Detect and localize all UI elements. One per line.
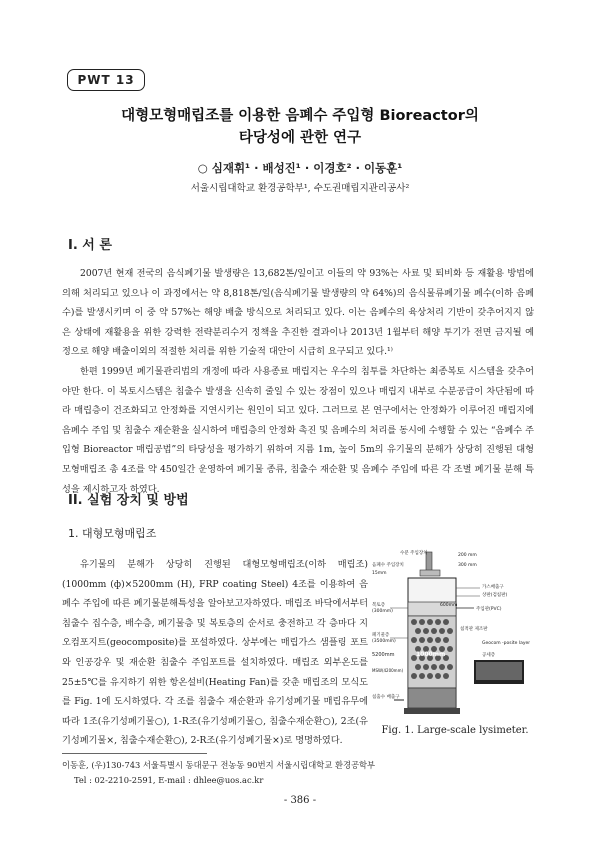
- label-pipe: 주입관(PVC): [476, 607, 502, 612]
- label-waste-height: (3500mm): [372, 639, 396, 644]
- section-heading-methods: II. 실험 장치 및 방법: [68, 493, 189, 508]
- label-sampling: 상판(검침판): [482, 593, 508, 598]
- introduction-paragraph: 한편 1999년 폐기물관리법의 개정에 따라 사용종료 매립지는 우수의 침투를 차단하는 최종복토 시스템을 갖추어야만 한다. 이 복토시스템은 침출수 발생을 신속히 줄일 수 있는 장점이 있으나 매립지 내부로 수분공급이 차단됨에 따라 매립층이 건조화되고 안정화를 지연시키는 원인이 되고 있다. 그러므로 본 연구에서는 안정화가 이루어진 매립지에 음폐수 주입 및 침출수 재순환을 실시하여 매립층의 안정화 촉진 및 음폐수의 처리를 동시에 수행할 수 있는 “음폐수 주입형 Bioreactor 매립공법”의 타당성을 평가하기 위하여 지름 1m, 높이 5m의 유기물의 분해가 상당히 진행된 대형모형매립조 총 4조를 약 450일간 운영하여 폐기물 종류, 침출수 재순환 및 음폐수 주입에 따른 각 조별 폐기물 분해 특성을 제시하고자 하였다.: [62, 365, 534, 495]
- label-drain: 침출수 배출구: [372, 695, 400, 700]
- label-box: 공세층: [482, 653, 496, 658]
- lysimeter-diagram: [370, 548, 530, 723]
- section-heading-introduction: I. 서 론: [68, 238, 112, 253]
- label-geocomposite: Geocom -posite layer: [482, 641, 530, 646]
- lysimeter-figure: [370, 548, 530, 723]
- label-leachate-port: 음폐수 주입장치: [372, 563, 404, 568]
- methods-body: [62, 555, 368, 751]
- label-200mm: 200 mm: [458, 553, 477, 558]
- session-badge: PWT 13: [67, 69, 145, 91]
- label-300mm: 300 mm: [458, 563, 477, 568]
- affiliation: 서울시립대학교 환경공학부¹, 수도권매립지관리공사²: [190, 183, 410, 194]
- label-cover: 복토층: [372, 603, 386, 608]
- footnote-contact: Tel : 02-2210-2591, E-mail : dhlee@uos.ac.kr: [74, 775, 264, 785]
- footnote-divider: [62, 753, 207, 754]
- figure-caption: Fig. 1. Large-scale lysimeter.: [381, 725, 529, 736]
- label-gas-port: 가스배출구: [482, 585, 504, 590]
- label-cover-height: (300mm): [372, 609, 393, 614]
- label-height: 5200mm: [372, 652, 395, 658]
- label-15mm: 15mm: [372, 571, 387, 576]
- methods-paragraph: 유기물의 분해가 상당히 진행된 대형모형매립조(이하 매립조) (1000mm (ф)×5200mm (H), FRP coating Steel) 4조를 이용하여 음폐수 주입에 따른 폐기물분해특성을 알아보고자하였다. 매립조 바닥에서부터 침출수 집수층, 배수층, 폐기물층 및 복토층의 순서로 충전하고 각 층마다 지오컴포지트(geocomposite)를 포설하였다. 상부에는 매립가스 샘플링 포트와 인공강우 및 재순환 침출수 주입포트를 설치하였다. 매립조 외부온도를 25±5℃를 유지하기 위한 항온설비(Heating Fan)를 갖춘 매립조의 모식도를 Fig. 1에 도시하였다. 각 조를 침출수 재순환과 유기성폐기물 매립유무에 따라 1조(유기성폐기물○), 1-R조(유기성폐기물○, 침출수재순환○), 2조(유기성폐기물×, 침출수재순환○), 2-R조(유기성폐기물×)로 명명하였다.: [62, 559, 368, 747]
- footnote-address: 이동훈, (우)130-743 서울특별시 동대문구 전농동 90번지 서울시립대학교 환경공학부: [62, 760, 376, 770]
- label-msw: MSW(4200mm): [372, 668, 404, 673]
- page-number: - 386 -: [283, 795, 317, 806]
- paper-title-line1: 대형모형매립조를 이용한 음폐수 주입형 Bioreactor의: [121, 108, 479, 124]
- label-600mm: 600mm: [440, 603, 458, 608]
- paper-title-line2: 타당성에 관한 연구: [238, 130, 362, 146]
- footnote: [62, 758, 375, 788]
- label-top-port: 수분 주입장치: [400, 551, 428, 556]
- author-list: ○ 심재휘¹ · 배성진¹ · 이경호² · 이동훈¹: [197, 161, 403, 175]
- label-waste: 폐기물층: [372, 633, 390, 638]
- label-heater: 침적관 제조판: [460, 627, 488, 632]
- introduction-body: [62, 264, 534, 499]
- label-width: 1000mm: [416, 651, 446, 658]
- subsection-heading-lysimeter: 1. 대형모형매립조: [68, 527, 157, 540]
- introduction-paragraph: 2007년 현재 전국의 음식폐기물 발생량은 13,682톤/일이고 이들의 약 93%는 사료 및 퇴비화 등 재활용 방법에 의해 처리되고 있으나 이 과정에서는 약 8,818톤/일(음식폐기물 발생량의 약 64%)의 음식물류폐기물 폐수(이하 음폐수)를 발생시키며 이 중 약 57%는 해양 배출 방식으로 처리되고 있다. 이는 음폐수의 육상처리 기반이 갖추어지지 않은 상태에 재활용을 위한 강력한 전략분리수거 정책을 추진한 결과이나 2013년 1월부터 해양 투기가 전면 금지될 예정으로 해양 배출이외의 적절한 처리를 위한 기술적 대안이 시급히 요구되고 있다.¹⁾: [62, 268, 534, 358]
